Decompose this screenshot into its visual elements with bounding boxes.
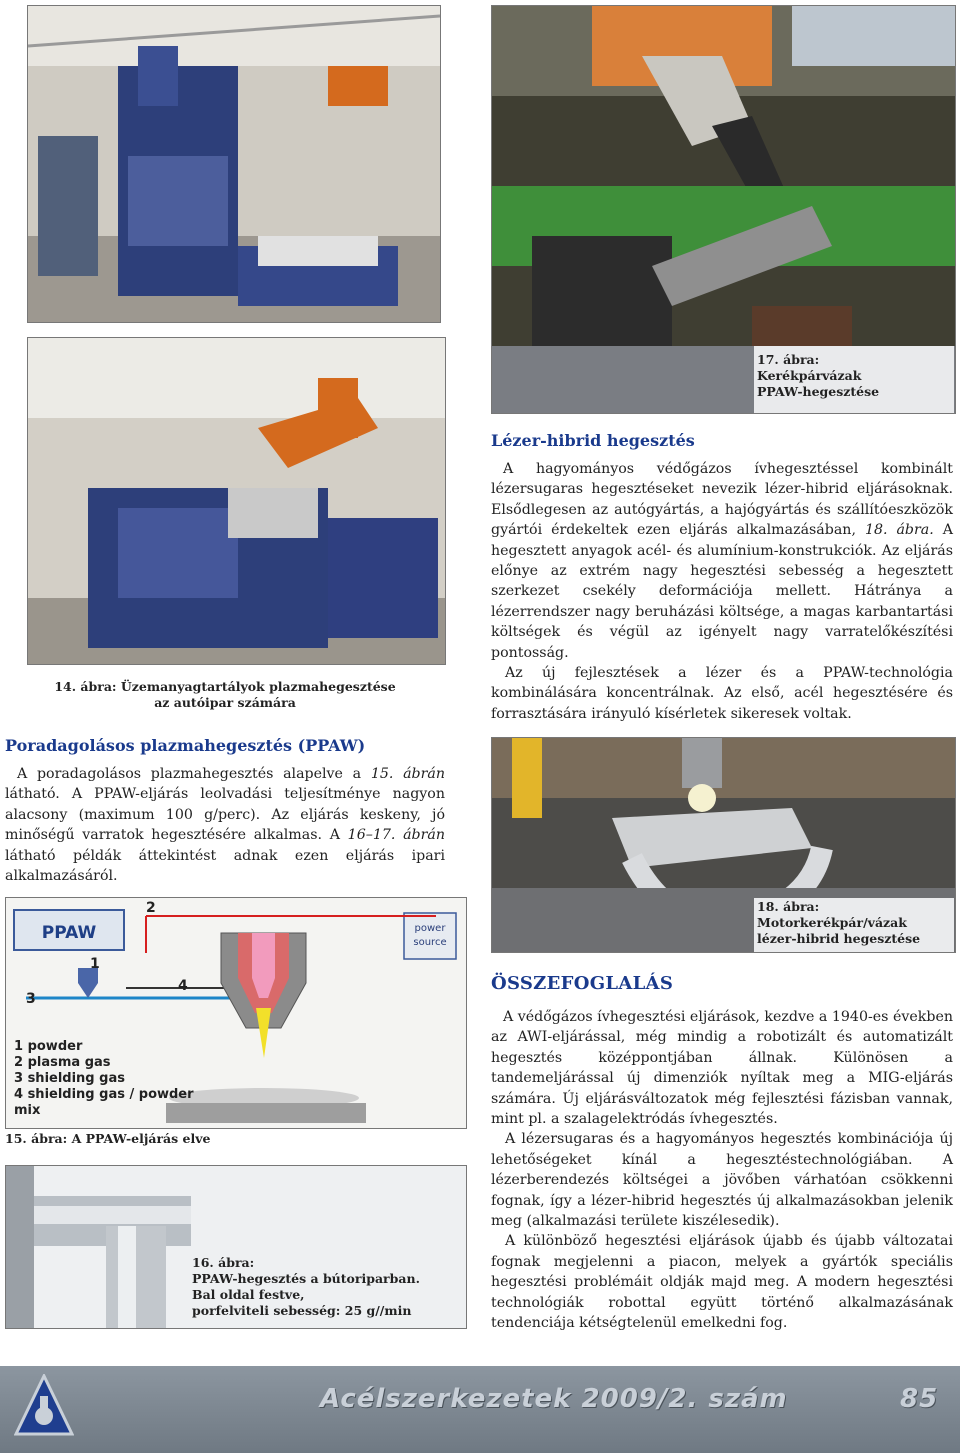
fig15-caption: 15. ábra: A PPAW-eljárás elve xyxy=(5,1131,211,1146)
fig14-caption-line1: 14. ábra: Üzemanyagtartályok plazmahegesztése xyxy=(54,679,396,694)
fig17-caption-line1: 17. ábra: xyxy=(757,352,820,367)
label-num-3: 3 xyxy=(26,991,36,1007)
legend-item-3: 3 shielding gas xyxy=(14,1071,125,1086)
laser-p2: Az új fejlesztések a lézer és a PPAW-technológia kombinálására koncentrálnak. Az első, acél hegesztésére és forrasztására irányuló kísérletek sikeresek voltak. xyxy=(491,665,953,722)
ppaw-text-2: látható. A PPAW-eljárás leolvadási teljesítménye nagyon alacsony (maximum 100 g/perc). Az eljárás keskeny, jó minőségű varratok hegesztésére alkalmas. A xyxy=(5,786,445,844)
laser-ref-18: 18. ábra. xyxy=(864,522,934,539)
ppaw-paragraph xyxy=(5,764,445,886)
fig17-caption xyxy=(757,352,879,400)
legend-item-2: 2 plasma gas xyxy=(14,1055,111,1070)
fig18-caption-line2: Motorkerékpár/vázak xyxy=(757,915,907,930)
ppaw-diagram-svg xyxy=(6,898,466,1128)
label-num-4: 4 xyxy=(178,978,188,994)
legend-item-1: 1 powder xyxy=(14,1039,83,1054)
fig18-caption xyxy=(757,899,920,947)
fig16-caption-line4: porfelviteli sebesség: 25 g//min xyxy=(192,1303,412,1318)
power-source-label-2: source xyxy=(413,937,447,948)
fig14-photo-top xyxy=(27,5,441,323)
laser-body xyxy=(491,459,953,724)
summary-p3: A különböző hegesztési eljárások újabb és újabb változatai fognak megjelenni a piacon, melyek a gyártók speciális hegesztési problémáit oldják majd meg. A modern hegesztési technológiák robottal együtt történő alkalmazásának tendenciája kétségtelenül emelkedni fog. xyxy=(491,1233,953,1332)
fig18-caption-line1: 18. ábra: xyxy=(757,899,820,914)
laser-p1-b: A hegesztett anyagok acél- és alumínium-konstrukciók. Az eljárás előnye az extrém nagy hegesztési sebesség a hegesztett szerkezet csekély deformációja mellett. Hátránya a lézerrendszer nagy beruházási költsége, a magas karbantartási költségek és végül az igényelt nagy varratelőkészítési pontosság. xyxy=(491,522,953,661)
fig17-photo xyxy=(491,5,956,414)
legend-item-4: 4 shielding gas / powder xyxy=(14,1087,194,1102)
summary-p2: A lézersugaras és a hagyományos hegesztés kombinációja új lehetőségeket kínál a hegesztéstechnológiában. A lézerberendezés költségei a jövőben várhatóan csökkenni fognak, így a lézer-hibrid hegesztés új alkalmazásokban jelenik meg (alkalmazási területe kiszélesedik). xyxy=(491,1131,953,1230)
fig14-caption xyxy=(5,679,445,711)
fig16-caption-line3: Bal oldal festve, xyxy=(192,1287,305,1302)
ppaw-ref-16-17: 16–17. ábrán xyxy=(347,827,445,844)
ppaw-box-label: PPAW xyxy=(41,923,97,943)
journal-logo xyxy=(14,1374,74,1444)
laser-p1-a: A hagyományos védőgázos ívhegesztéssel kombinált lézersugaras hegesztéseket nevezik lézer-hibrid eljárásoknak. Elsődlegesen az autógyártás, a hajógyártás és szállítóeszközök gyártói érdekeltek ezen eljárás alkalmazásában, xyxy=(491,461,953,539)
fig16-caption-line1: 16. ábra: xyxy=(192,1255,255,1270)
fig16-caption xyxy=(192,1255,420,1319)
ppaw-text-1: A poradagolásos plazmahegesztés alapelve a xyxy=(17,766,371,782)
fig14-photo-bottom xyxy=(27,337,446,665)
fig15-diagram xyxy=(5,897,467,1129)
footer-journal-title: Acélszerkezetek 2009/2. szám xyxy=(320,1384,788,1414)
summary-heading: ÖSSZEFOGLALÁS xyxy=(491,973,674,994)
summary-body xyxy=(491,1007,953,1334)
legend-item-5: mix xyxy=(14,1103,41,1118)
ppaw-text-3: látható példák áttekintést adnak ezen eljárás ipari alkalmazásáról. xyxy=(5,847,445,885)
summary-p1: A védőgázos ívhegesztési eljárások, kezdve a 1940-es években az AWI-eljárással, még mindig a robotizált és automatizált hegesztés középpontjában állnak. Különösen a tandemeljárással új dimenziók nyíltak meg a MIG-eljárás számára. Új eljárásváltozatok még fejlesztési fázisban vannak, mint pl. a szalagelektródás ívhegesztés. xyxy=(491,1009,953,1128)
fig18-caption-line3: lézer-hibrid hegesztése xyxy=(757,931,921,946)
label-num-1: 1 xyxy=(90,956,100,972)
fig16-caption-line2: PPAW-hegesztés a bútoriparban. xyxy=(192,1271,420,1286)
power-source-label-1: power xyxy=(414,923,446,934)
ppaw-heading: Poradagolásos plazmahegesztés (PPAW) xyxy=(5,736,366,755)
fig14-caption-line2: az autóipar számára xyxy=(154,695,296,710)
laser-heading: Lézer-hibrid hegesztés xyxy=(491,431,695,450)
footer-page-number: 85 xyxy=(900,1384,939,1414)
label-num-2: 2 xyxy=(146,900,156,916)
fig17-caption-line2: Kerékpárvázak xyxy=(757,368,862,383)
fig17-caption-line3: PPAW-hegesztése xyxy=(757,384,880,399)
ppaw-ref-15: 15. ábrán xyxy=(370,766,445,782)
